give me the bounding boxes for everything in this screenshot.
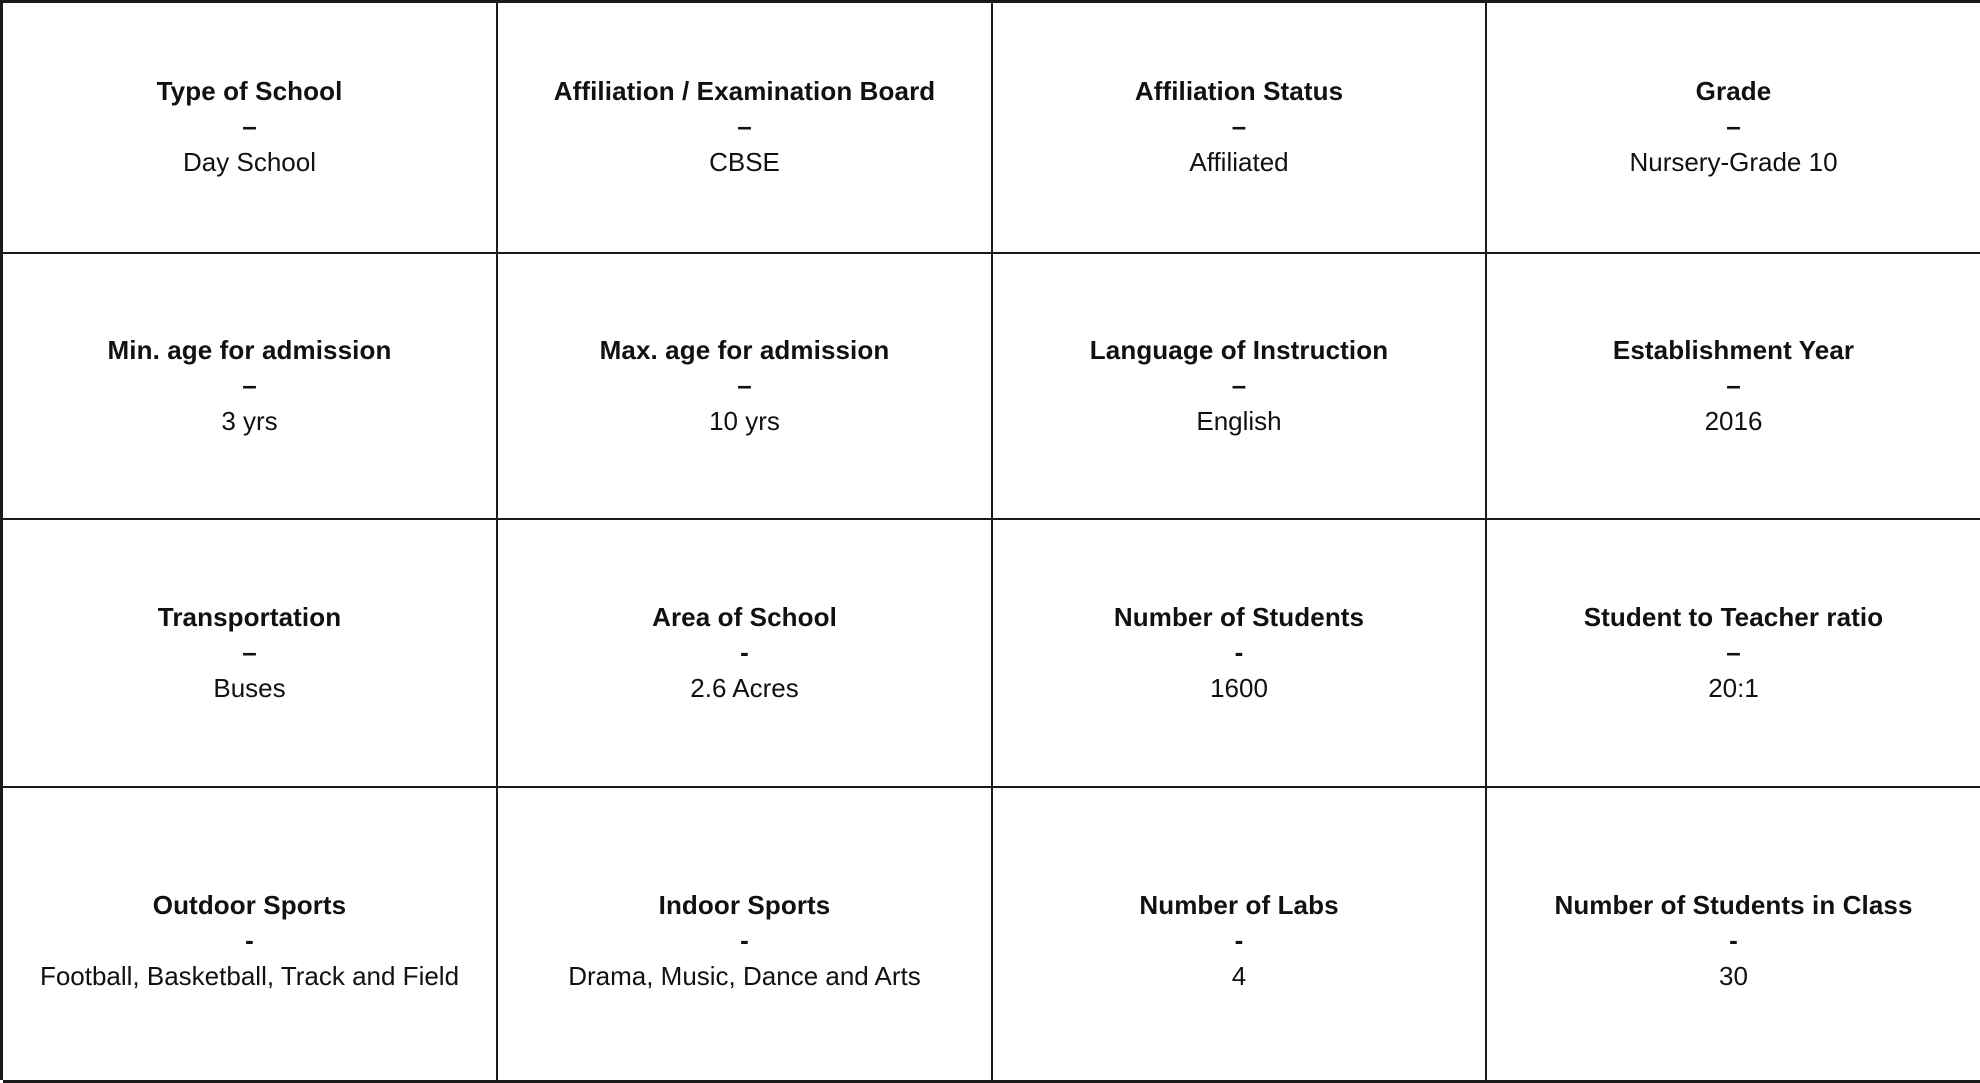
cell-label: Language of Instruction (1089, 335, 1389, 365)
cell-label: Min. age for admission (107, 335, 392, 365)
cell-value: 2016 (1704, 406, 1763, 436)
cell-students-in-class (1487, 788, 1980, 1083)
cell-affiliation-board (498, 3, 993, 254)
cell-label: Number of Labs (1139, 890, 1339, 920)
cell-separator: - (245, 925, 254, 955)
cell-separator: - (740, 925, 749, 955)
cell-label: Type of School (156, 75, 343, 106)
cell-value: 3 yrs (221, 406, 278, 436)
cell-label: Number of Students (1113, 602, 1365, 632)
cell-label: Number of Students in Class (1554, 890, 1913, 920)
cell-max-age (498, 254, 993, 520)
cell-label: Outdoor Sports (152, 890, 347, 920)
cell-grade (1487, 3, 1980, 254)
cell-value: 30 (1719, 961, 1748, 991)
cell-value: 10 yrs (709, 406, 780, 436)
cell-separator: – (1726, 110, 1741, 141)
cell-min-age (3, 254, 498, 520)
cell-label: Affiliation / Examination Board (553, 75, 936, 106)
cell-label: Area of School (652, 602, 837, 632)
cell-label: Establishment Year (1612, 335, 1855, 365)
cell-label: Grade (1695, 75, 1772, 106)
cell-value: Day School (183, 146, 316, 177)
cell-value: Affiliated (1189, 146, 1289, 177)
cell-language (993, 254, 1487, 520)
cell-label: Student to Teacher ratio (1583, 602, 1884, 632)
cell-separator: - (1729, 925, 1738, 955)
cell-number-of-labs (993, 788, 1487, 1083)
cell-transportation (3, 520, 498, 788)
cell-separator: – (242, 110, 257, 141)
cell-affiliation-status (993, 3, 1487, 254)
cell-label: Max. age for admission (599, 335, 890, 365)
cell-separator: – (737, 370, 752, 400)
cell-separator: – (1726, 370, 1741, 400)
cell-type-of-school (3, 3, 498, 254)
cell-label: Transportation (157, 602, 342, 632)
cell-area-of-school (498, 520, 993, 788)
cell-separator: – (1231, 110, 1247, 141)
cell-separator: - (740, 637, 749, 667)
cell-separator: – (737, 110, 752, 141)
cell-value: Football, Basketball, Track and Field (39, 961, 460, 991)
cell-value: 1600 (1210, 673, 1268, 703)
cell-separator: - (1234, 637, 1244, 667)
cell-separator: – (1726, 637, 1741, 667)
cell-value: 2.6 Acres (690, 673, 799, 703)
cell-value: 20:1 (1708, 673, 1759, 703)
cell-value: Drama, Music, Dance and Arts (568, 961, 921, 991)
cell-value: English (1196, 406, 1282, 436)
cell-student-teacher-ratio (1487, 520, 1980, 788)
cell-value: Buses (213, 673, 286, 703)
cell-separator: – (242, 637, 257, 667)
cell-label: Indoor Sports (658, 890, 831, 920)
cell-value: CBSE (709, 146, 780, 177)
cell-separator: – (242, 370, 257, 400)
cell-label: Affiliation Status (1134, 75, 1344, 106)
cell-separator: – (1231, 370, 1247, 400)
cell-establishment-year (1487, 254, 1980, 520)
cell-indoor-sports (498, 788, 993, 1083)
cell-number-of-students (993, 520, 1487, 788)
cell-separator: - (1234, 925, 1244, 955)
cell-outdoor-sports (3, 788, 498, 1083)
cell-value: 4 (1231, 961, 1247, 991)
cell-value: Nursery-Grade 10 (1629, 146, 1838, 177)
